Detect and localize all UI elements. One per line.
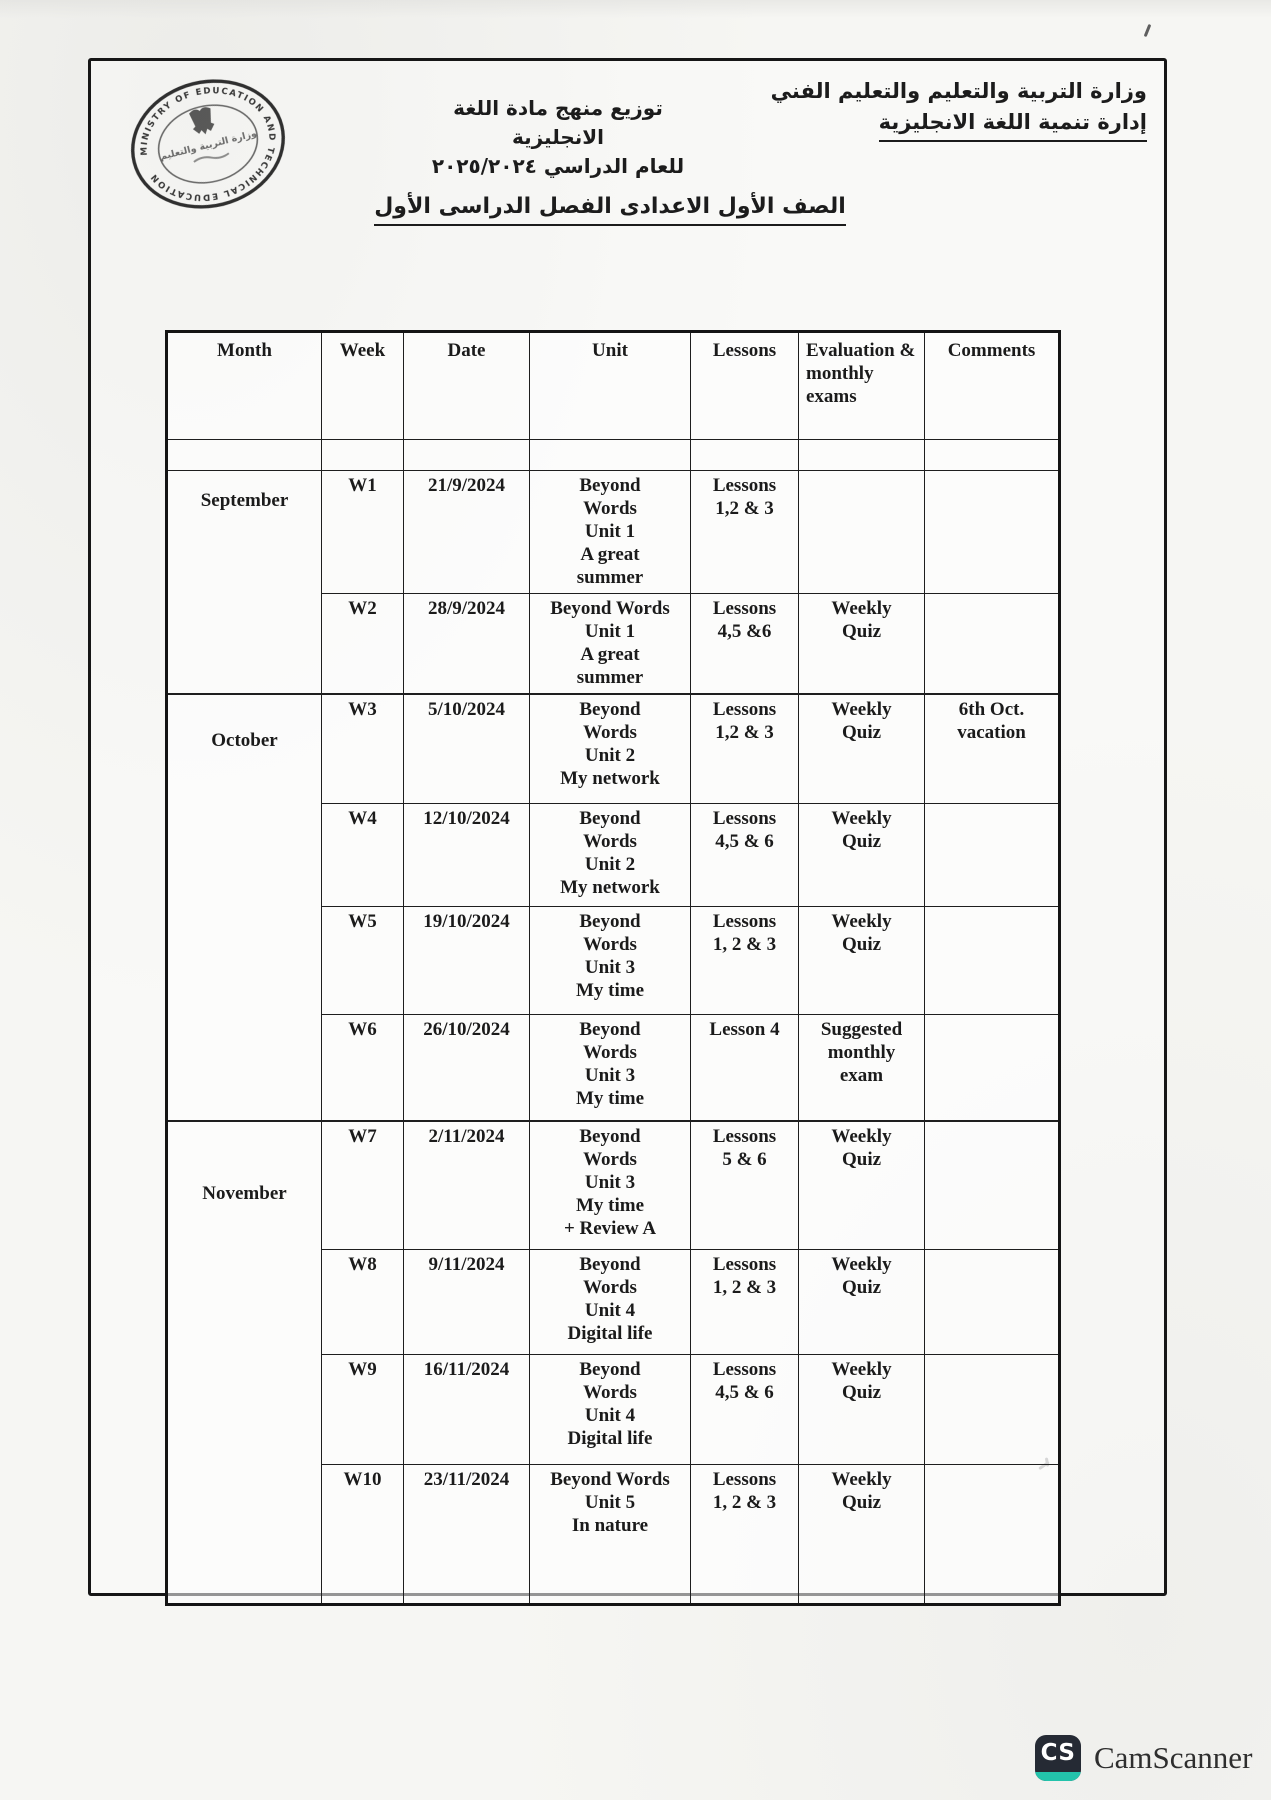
week-cell: W5 bbox=[322, 906, 404, 1014]
unit-cell: Beyond Words Unit 3 My time bbox=[530, 1014, 691, 1121]
col-header-lessons: Lessons bbox=[691, 332, 799, 440]
evaluation-cell: Weekly Quiz bbox=[799, 1354, 925, 1464]
curriculum-header-block bbox=[408, 94, 708, 181]
camscanner-icon-text: CS bbox=[1040, 1740, 1076, 1766]
lessons-cell: Lessons 4,5 &6 bbox=[691, 594, 799, 695]
camscanner-watermark bbox=[1035, 1735, 1252, 1781]
unit-cell: Beyond Words Unit 4 Digital life bbox=[530, 1354, 691, 1464]
table-row bbox=[167, 694, 1060, 803]
evaluation-cell: Weekly Quiz bbox=[799, 906, 925, 1014]
table-row bbox=[167, 1121, 1060, 1249]
date-cell: 2/11/2024 bbox=[404, 1121, 530, 1249]
date-cell: 12/10/2024 bbox=[404, 803, 530, 906]
lessons-cell: Lessons 1,2 & 3 bbox=[691, 471, 799, 594]
date-cell: 9/11/2024 bbox=[404, 1249, 530, 1354]
date-cell: 16/11/2024 bbox=[404, 1354, 530, 1464]
lessons-cell: Lesson 4 bbox=[691, 1014, 799, 1121]
page-title: الصف الأول الاعدادى الفصل الدراسى الأول bbox=[374, 194, 846, 226]
col-header-month: Month bbox=[167, 332, 322, 440]
date-cell: 5/10/2024 bbox=[404, 694, 530, 803]
table-header-row bbox=[167, 332, 1060, 440]
col-header-evaluation: Evaluation & monthly exams bbox=[799, 332, 925, 440]
col-header-unit: Unit bbox=[530, 332, 691, 440]
evaluation-cell: Suggested monthly exam bbox=[799, 1014, 925, 1121]
academic-year: للعام الدراسي ٢٠٢٥/٢٠٢٤ bbox=[431, 154, 685, 178]
seal-center-arabic: وزارة التربية والتعليم bbox=[158, 128, 258, 163]
evaluation-cell bbox=[799, 471, 925, 594]
evaluation-cell: Weekly Quiz bbox=[799, 803, 925, 906]
comment-cell bbox=[925, 1249, 1060, 1354]
evaluation-cell: Weekly Quiz bbox=[799, 1249, 925, 1354]
week-cell: W2 bbox=[322, 594, 404, 695]
date-cell: 28/9/2024 bbox=[404, 594, 530, 695]
lessons-cell: Lessons 1, 2 & 3 bbox=[691, 906, 799, 1014]
month-cell: November bbox=[167, 1121, 322, 1604]
camscanner-icon-bar bbox=[1035, 1772, 1081, 1781]
week-cell: W3 bbox=[322, 694, 404, 803]
spacer-row bbox=[167, 440, 1060, 471]
unit-cell: Beyond Words Unit 3 My time + Review A bbox=[530, 1121, 691, 1249]
directorate-name: إدارة تنمية اللغة الانجليزية bbox=[879, 107, 1147, 142]
page-title-wrap bbox=[330, 194, 890, 226]
lessons-cell: Lessons 1, 2 & 3 bbox=[691, 1464, 799, 1604]
lessons-cell: Lessons 4,5 & 6 bbox=[691, 1354, 799, 1464]
col-header-week: Week bbox=[322, 332, 404, 440]
date-cell: 21/9/2024 bbox=[404, 471, 530, 594]
comment-cell bbox=[925, 1014, 1060, 1121]
unit-cell: Beyond Words Unit 2 My network bbox=[530, 694, 691, 803]
curriculum-title: توزيع منهج مادة اللغة الانجليزية bbox=[453, 96, 663, 149]
unit-cell: Beyond Words Unit 3 My time bbox=[530, 906, 691, 1014]
comment-cell bbox=[925, 471, 1060, 594]
ministry-name: وزارة التربية والتعليم والتعليم الفني bbox=[770, 79, 1147, 103]
curriculum-schedule-table bbox=[165, 330, 1061, 1606]
month-cell: October bbox=[167, 694, 322, 1121]
evaluation-cell: Weekly Quiz bbox=[799, 594, 925, 695]
comment-cell bbox=[925, 1464, 1060, 1604]
table-row bbox=[167, 471, 1060, 594]
lessons-cell: Lessons 4,5 & 6 bbox=[691, 803, 799, 906]
lessons-cell: Lessons 5 & 6 bbox=[691, 1121, 799, 1249]
unit-cell: Beyond Words Unit 1 A great summer bbox=[530, 471, 691, 594]
scan-smudge bbox=[0, 0, 1271, 18]
evaluation-cell: Weekly Quiz bbox=[799, 1121, 925, 1249]
unit-cell: Beyond Words Unit 4 Digital life bbox=[530, 1249, 691, 1354]
month-cell: September bbox=[167, 471, 322, 695]
week-cell: W6 bbox=[322, 1014, 404, 1121]
comment-cell bbox=[925, 1121, 1060, 1249]
col-header-date: Date bbox=[404, 332, 530, 440]
comment-cell: 6th Oct. vacation bbox=[925, 694, 1060, 803]
ministry-header-block bbox=[771, 76, 1147, 142]
date-cell: 23/11/2024 bbox=[404, 1464, 530, 1604]
camscanner-brand: CamScanner bbox=[1094, 1740, 1253, 1775]
unit-cell: Beyond Words Unit 2 My network bbox=[530, 803, 691, 906]
col-header-comments: Comments bbox=[925, 332, 1060, 440]
evaluation-cell: Weekly Quiz bbox=[799, 1464, 925, 1604]
week-cell: W8 bbox=[322, 1249, 404, 1354]
comment-cell bbox=[925, 803, 1060, 906]
week-cell: W1 bbox=[322, 471, 404, 594]
lessons-cell: Lessons 1, 2 & 3 bbox=[691, 1249, 799, 1354]
schedule-table-body bbox=[167, 471, 1060, 1605]
week-cell: W7 bbox=[322, 1121, 404, 1249]
unit-cell: Beyond Words Unit 1 A great summer bbox=[530, 594, 691, 695]
week-cell: W9 bbox=[322, 1354, 404, 1464]
lessons-cell: Lessons 1,2 & 3 bbox=[691, 694, 799, 803]
scan-artifact-tick bbox=[1144, 24, 1152, 37]
week-cell: W4 bbox=[322, 803, 404, 906]
unit-cell: Beyond Words Unit 5 In nature bbox=[530, 1464, 691, 1604]
comment-cell bbox=[925, 1354, 1060, 1464]
comment-cell bbox=[925, 906, 1060, 1014]
date-cell: 19/10/2024 bbox=[404, 906, 530, 1014]
week-cell: W10 bbox=[322, 1464, 404, 1604]
eagle-emblem-icon bbox=[188, 106, 216, 137]
date-cell: 26/10/2024 bbox=[404, 1014, 530, 1121]
evaluation-cell: Weekly Quiz bbox=[799, 694, 925, 803]
comment-cell bbox=[925, 594, 1060, 695]
seal-ring-text: MINISTRY OF EDUCATION AND TECHNICAL EDUCATION bbox=[139, 86, 277, 202]
camscanner-icon bbox=[1035, 1735, 1081, 1781]
